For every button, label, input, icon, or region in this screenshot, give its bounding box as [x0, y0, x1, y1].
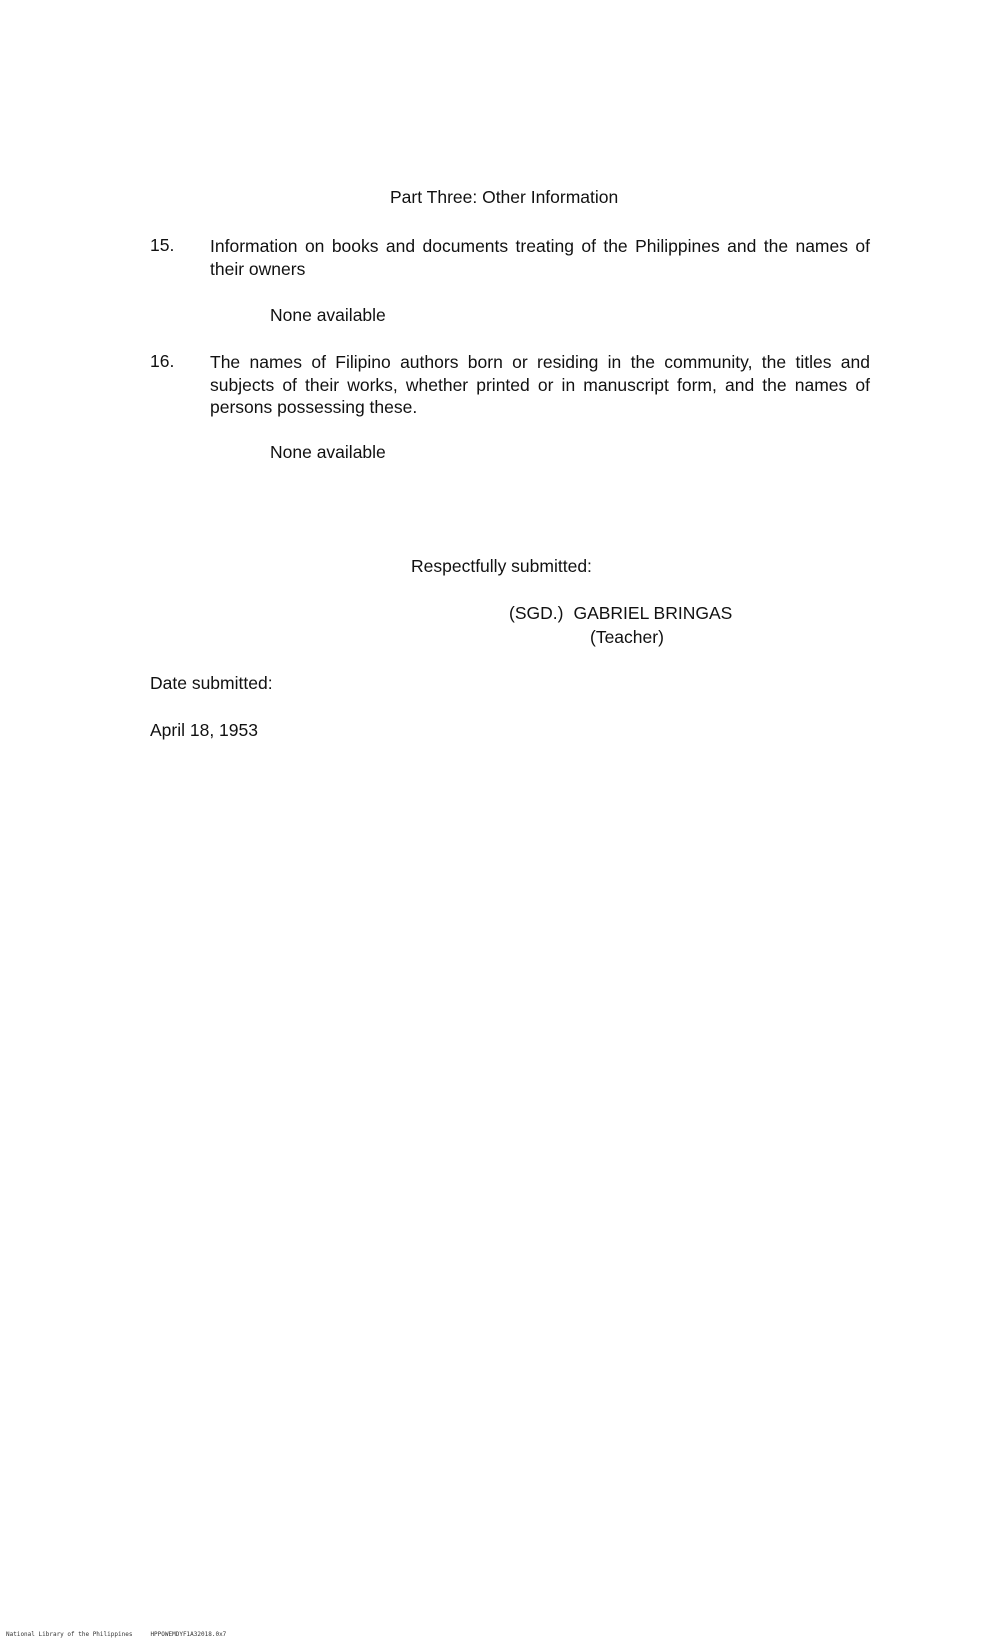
closing-line: Respectfully submitted:	[411, 556, 592, 576]
signatory-name: GABRIEL BRINGAS	[573, 603, 733, 623]
question-number: 15.	[150, 235, 175, 255]
question-item-15	[150, 235, 870, 280]
signatory-title: (Teacher)	[590, 627, 664, 647]
question-item-16	[150, 351, 870, 419]
signatory-line	[509, 603, 732, 624]
date-label: Date submitted:	[150, 673, 273, 693]
section-heading: Part Three: Other Information	[390, 187, 619, 207]
question-number: 16.	[150, 351, 175, 371]
answer-15: None available	[270, 305, 386, 325]
question-text: Information on books and documents treating of the Philippines and the names of their owners	[210, 236, 870, 279]
answer-16: None available	[270, 442, 386, 462]
footer-code: HPPOWEMDYF1A32018.0x7	[150, 1631, 227, 1638]
signed-prefix: (SGD.)	[509, 603, 564, 623]
footer-library: National Library of the Philippines	[6, 1631, 133, 1638]
date-value: April 18, 1953	[150, 720, 258, 740]
page-footer	[6, 1631, 226, 1638]
question-text: The names of Filipino authors born or residing in the community, the titles and subjects of their works, whether printed or in manuscript form, and the names of persons possessing these.	[210, 352, 870, 417]
